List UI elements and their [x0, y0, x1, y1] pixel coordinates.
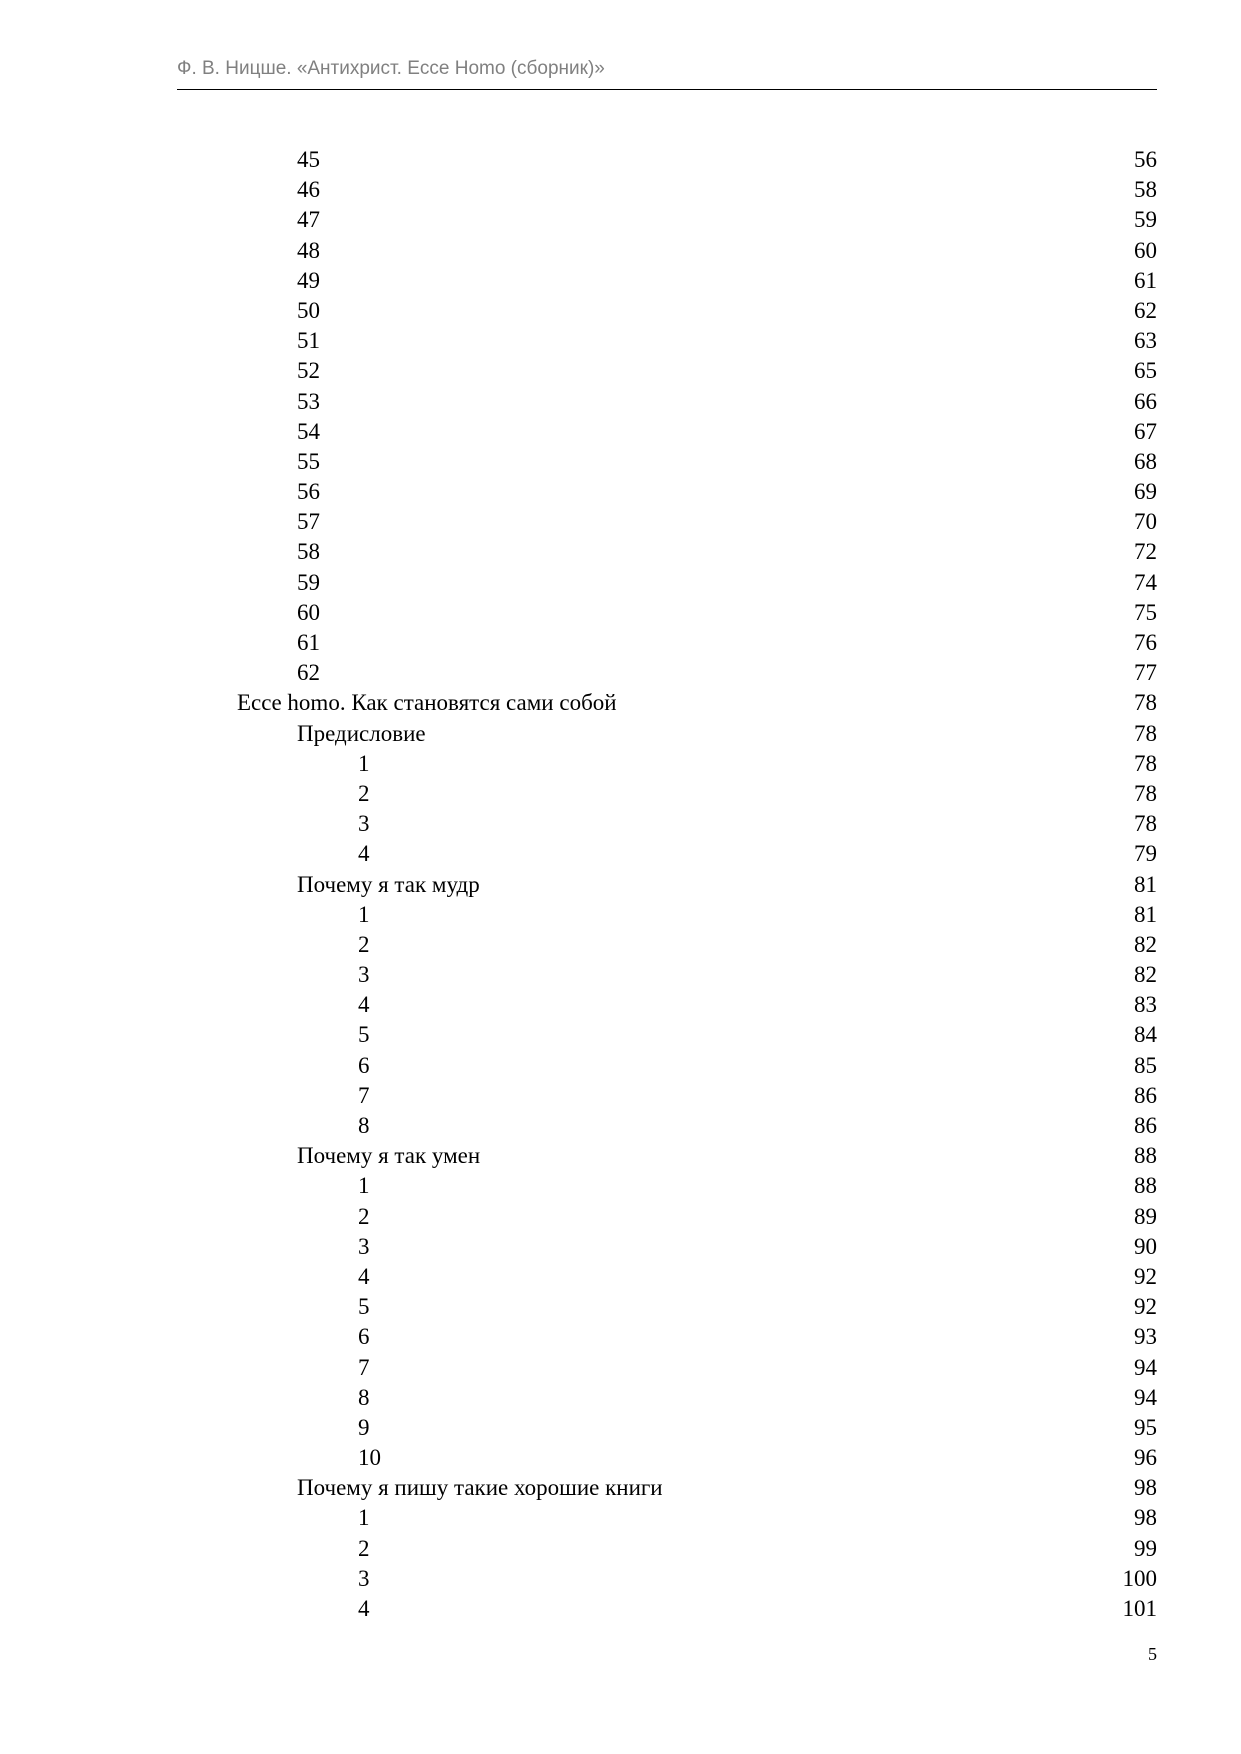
toc-entry[interactable] [177, 779, 1157, 809]
toc-entry-label: Почему я пишу такие хорошие книги [297, 1475, 663, 1501]
toc-entry-page: 81 [1134, 901, 1157, 927]
toc-entry-label: 47 [297, 207, 320, 233]
toc-entry[interactable] [177, 809, 1157, 839]
toc-entry-label: 1 [358, 1505, 370, 1531]
toc-entry-label: 1 [358, 750, 370, 776]
toc-entry[interactable] [177, 1051, 1157, 1081]
toc-entry[interactable] [177, 1171, 1157, 1201]
toc-entry-label: 61 [297, 630, 320, 655]
toc-entry-page: 69 [1134, 479, 1157, 505]
toc-entry-page: 60 [1134, 237, 1157, 263]
toc-entry-page: 94 [1134, 1354, 1157, 1380]
toc-entry[interactable] [177, 1322, 1157, 1352]
toc-entry-label: Почему я так мудр [297, 871, 480, 897]
toc-entry-label: 3 [358, 1565, 370, 1591]
toc-entry-label: 3 [358, 811, 370, 837]
toc-entry-page: 78 [1134, 720, 1157, 746]
toc-entry-page: 72 [1134, 539, 1157, 565]
toc-entry-page: 66 [1134, 388, 1157, 414]
toc-entry-page: 81 [1134, 871, 1157, 897]
toc-entry-page: 98 [1134, 1475, 1157, 1501]
toc-entry[interactable] [177, 1202, 1157, 1232]
toc-entry-page: 76 [1134, 630, 1157, 655]
toc-entry-page: 85 [1134, 1052, 1157, 1078]
toc-entry-label: 2 [358, 1203, 370, 1229]
toc-entry-label: 6 [358, 1324, 370, 1350]
toc-entry-page: 84 [1134, 1022, 1157, 1048]
toc-entry-page: 58 [1134, 177, 1157, 203]
toc-entry-label: 50 [297, 297, 320, 323]
toc-entry-label: 2 [358, 780, 370, 806]
page-number: 5 [1148, 1644, 1157, 1664]
toc-entry[interactable] [177, 266, 1157, 296]
toc-entry-label: 8 [358, 1113, 370, 1138]
toc-entry-page: 79 [1134, 841, 1157, 867]
toc-entry-label: 53 [297, 388, 320, 414]
toc-entry-label: 57 [297, 509, 320, 535]
toc-entry-label: 10 [358, 1445, 381, 1471]
toc-entry-label: 5 [358, 1294, 370, 1320]
toc-entry-page: 56 [1134, 147, 1157, 172]
toc-entry-page: 99 [1134, 1535, 1157, 1561]
toc-entry-page: 68 [1134, 448, 1157, 474]
toc-entry[interactable] [177, 628, 1157, 658]
toc-entry[interactable] [177, 1383, 1157, 1413]
toc-entry[interactable] [177, 175, 1157, 205]
toc-entry-label: 52 [297, 358, 320, 384]
toc-entry[interactable] [177, 1564, 1157, 1594]
toc-entry-page: 88 [1134, 1173, 1157, 1199]
toc-entry-label: 49 [297, 267, 320, 293]
toc-entry[interactable] [177, 719, 1157, 749]
toc-entry-label: 60 [297, 599, 320, 625]
toc-entry[interactable] [177, 960, 1157, 990]
toc-entry-label: 3 [358, 1233, 370, 1259]
toc-entry[interactable] [177, 1141, 1157, 1171]
toc-entry[interactable] [177, 1232, 1157, 1262]
toc-entry-page: 78 [1134, 690, 1157, 716]
toc-entry-page: 89 [1134, 1203, 1157, 1229]
toc-entry-label: 1 [358, 901, 370, 927]
toc-entry-page: 92 [1134, 1263, 1157, 1289]
toc-entry-page: 93 [1134, 1324, 1157, 1350]
toc-entry-label: 54 [297, 418, 320, 444]
toc-entry-page: 83 [1134, 992, 1157, 1018]
toc-entry-label: 6 [358, 1052, 370, 1078]
toc-entry[interactable] [177, 447, 1157, 477]
toc-entry[interactable] [177, 1262, 1157, 1292]
toc-entry-label: 45 [297, 147, 320, 172]
toc-entry-label: 7 [358, 1354, 370, 1380]
toc-entry-label: 4 [358, 841, 370, 867]
toc-entry-label: 3 [358, 962, 370, 988]
toc-entry-label: 4 [358, 992, 370, 1018]
toc-entry-page: 98 [1134, 1505, 1157, 1531]
toc-entry[interactable] [177, 749, 1157, 779]
toc-entry[interactable] [177, 417, 1157, 447]
toc-entry-page: 95 [1134, 1414, 1157, 1440]
toc-entry-page: 90 [1134, 1233, 1157, 1259]
toc-entry-label: 7 [358, 1082, 370, 1108]
toc-entry-page: 62 [1134, 297, 1157, 323]
toc-entry-label: Предисловие [297, 720, 426, 746]
toc-entry-page: 59 [1134, 207, 1157, 233]
toc-entry-page: 63 [1134, 328, 1157, 354]
toc-entry[interactable] [177, 477, 1157, 507]
toc-entry-page: 61 [1134, 267, 1157, 293]
toc-entry-label: 62 [297, 660, 320, 686]
table-of-contents [177, 145, 1157, 1624]
toc-entry-page: 82 [1134, 962, 1157, 988]
toc-entry-label: 5 [358, 1022, 370, 1048]
toc-entry[interactable] [177, 1473, 1157, 1503]
toc-entry[interactable] [177, 356, 1157, 386]
toc-entry[interactable] [177, 1594, 1157, 1624]
toc-entry[interactable] [177, 1353, 1157, 1383]
toc-entry-label: 8 [358, 1384, 370, 1410]
toc-entry[interactable] [177, 1292, 1157, 1322]
toc-entry-page: 74 [1134, 569, 1157, 595]
toc-entry[interactable] [177, 507, 1157, 537]
toc-entry-label: 9 [358, 1414, 370, 1440]
toc-entry-label: 1 [358, 1173, 370, 1199]
toc-entry-page: 86 [1134, 1082, 1157, 1108]
toc-entry[interactable] [177, 387, 1157, 417]
toc-entry[interactable] [177, 568, 1157, 598]
toc-entry[interactable] [177, 658, 1157, 688]
toc-entry[interactable] [177, 688, 1157, 718]
toc-entry-label: 51 [297, 328, 320, 354]
toc-entry-page: 78 [1134, 780, 1157, 806]
toc-entry[interactable] [177, 1443, 1157, 1473]
toc-entry-label: Почему я так умен [297, 1143, 481, 1169]
toc-entry-page: 88 [1134, 1143, 1157, 1169]
toc-entry-page: 100 [1122, 1565, 1157, 1591]
toc-entry[interactable] [177, 1413, 1157, 1443]
header-title: Ф. В. Ницше. «Антихрист. Ecce Homo (сборник)» [177, 58, 605, 79]
toc-entry-page: 65 [1134, 358, 1157, 384]
toc-entry[interactable] [177, 1503, 1157, 1533]
toc-entry-label: 55 [297, 448, 320, 474]
toc-entry-label: 4 [358, 1263, 370, 1289]
toc-entry-page: 82 [1134, 931, 1157, 957]
toc-entry-page: 94 [1134, 1384, 1157, 1410]
toc-entry-page: 78 [1134, 811, 1157, 837]
toc-entry[interactable] [177, 296, 1157, 326]
toc-entry[interactable] [177, 870, 1157, 900]
toc-entry[interactable] [177, 598, 1157, 628]
toc-entry-page: 101 [1122, 1596, 1157, 1621]
toc-entry-label: 2 [358, 1535, 370, 1561]
toc-entry-label: 4 [358, 1596, 370, 1621]
toc-entry[interactable] [177, 537, 1157, 567]
toc-entry[interactable] [177, 900, 1157, 930]
toc-entry-label: 58 [297, 539, 320, 565]
toc-entry-page: 77 [1134, 660, 1157, 686]
toc-entry-page: 92 [1134, 1294, 1157, 1320]
toc-entry[interactable] [177, 205, 1157, 235]
toc-entry-page: 78 [1134, 750, 1157, 776]
toc-entry[interactable] [177, 326, 1157, 356]
toc-entry-label: Ecce homo. Как становятся сами собой [237, 690, 617, 716]
toc-entry-label: 48 [297, 237, 320, 263]
toc-entry[interactable] [177, 839, 1157, 869]
toc-entry[interactable] [177, 1020, 1157, 1050]
toc-entry[interactable] [177, 930, 1157, 960]
toc-entry-label: 2 [358, 931, 370, 957]
toc-entry-page: 75 [1134, 599, 1157, 625]
toc-entry[interactable] [177, 1081, 1157, 1111]
toc-entry[interactable] [177, 990, 1157, 1020]
toc-entry-page: 96 [1134, 1445, 1157, 1471]
toc-entry-label: 46 [297, 177, 320, 203]
toc-entry[interactable] [177, 236, 1157, 266]
toc-entry[interactable] [177, 1111, 1157, 1141]
toc-entry-page: 86 [1134, 1113, 1157, 1138]
toc-entry-label: 56 [297, 479, 320, 505]
toc-entry-page: 70 [1134, 509, 1157, 535]
toc-entry[interactable] [177, 1534, 1157, 1564]
toc-entry[interactable] [177, 145, 1157, 175]
toc-entry-page: 67 [1134, 418, 1157, 444]
toc-entry-label: 59 [297, 569, 320, 595]
running-header [177, 56, 1157, 90]
